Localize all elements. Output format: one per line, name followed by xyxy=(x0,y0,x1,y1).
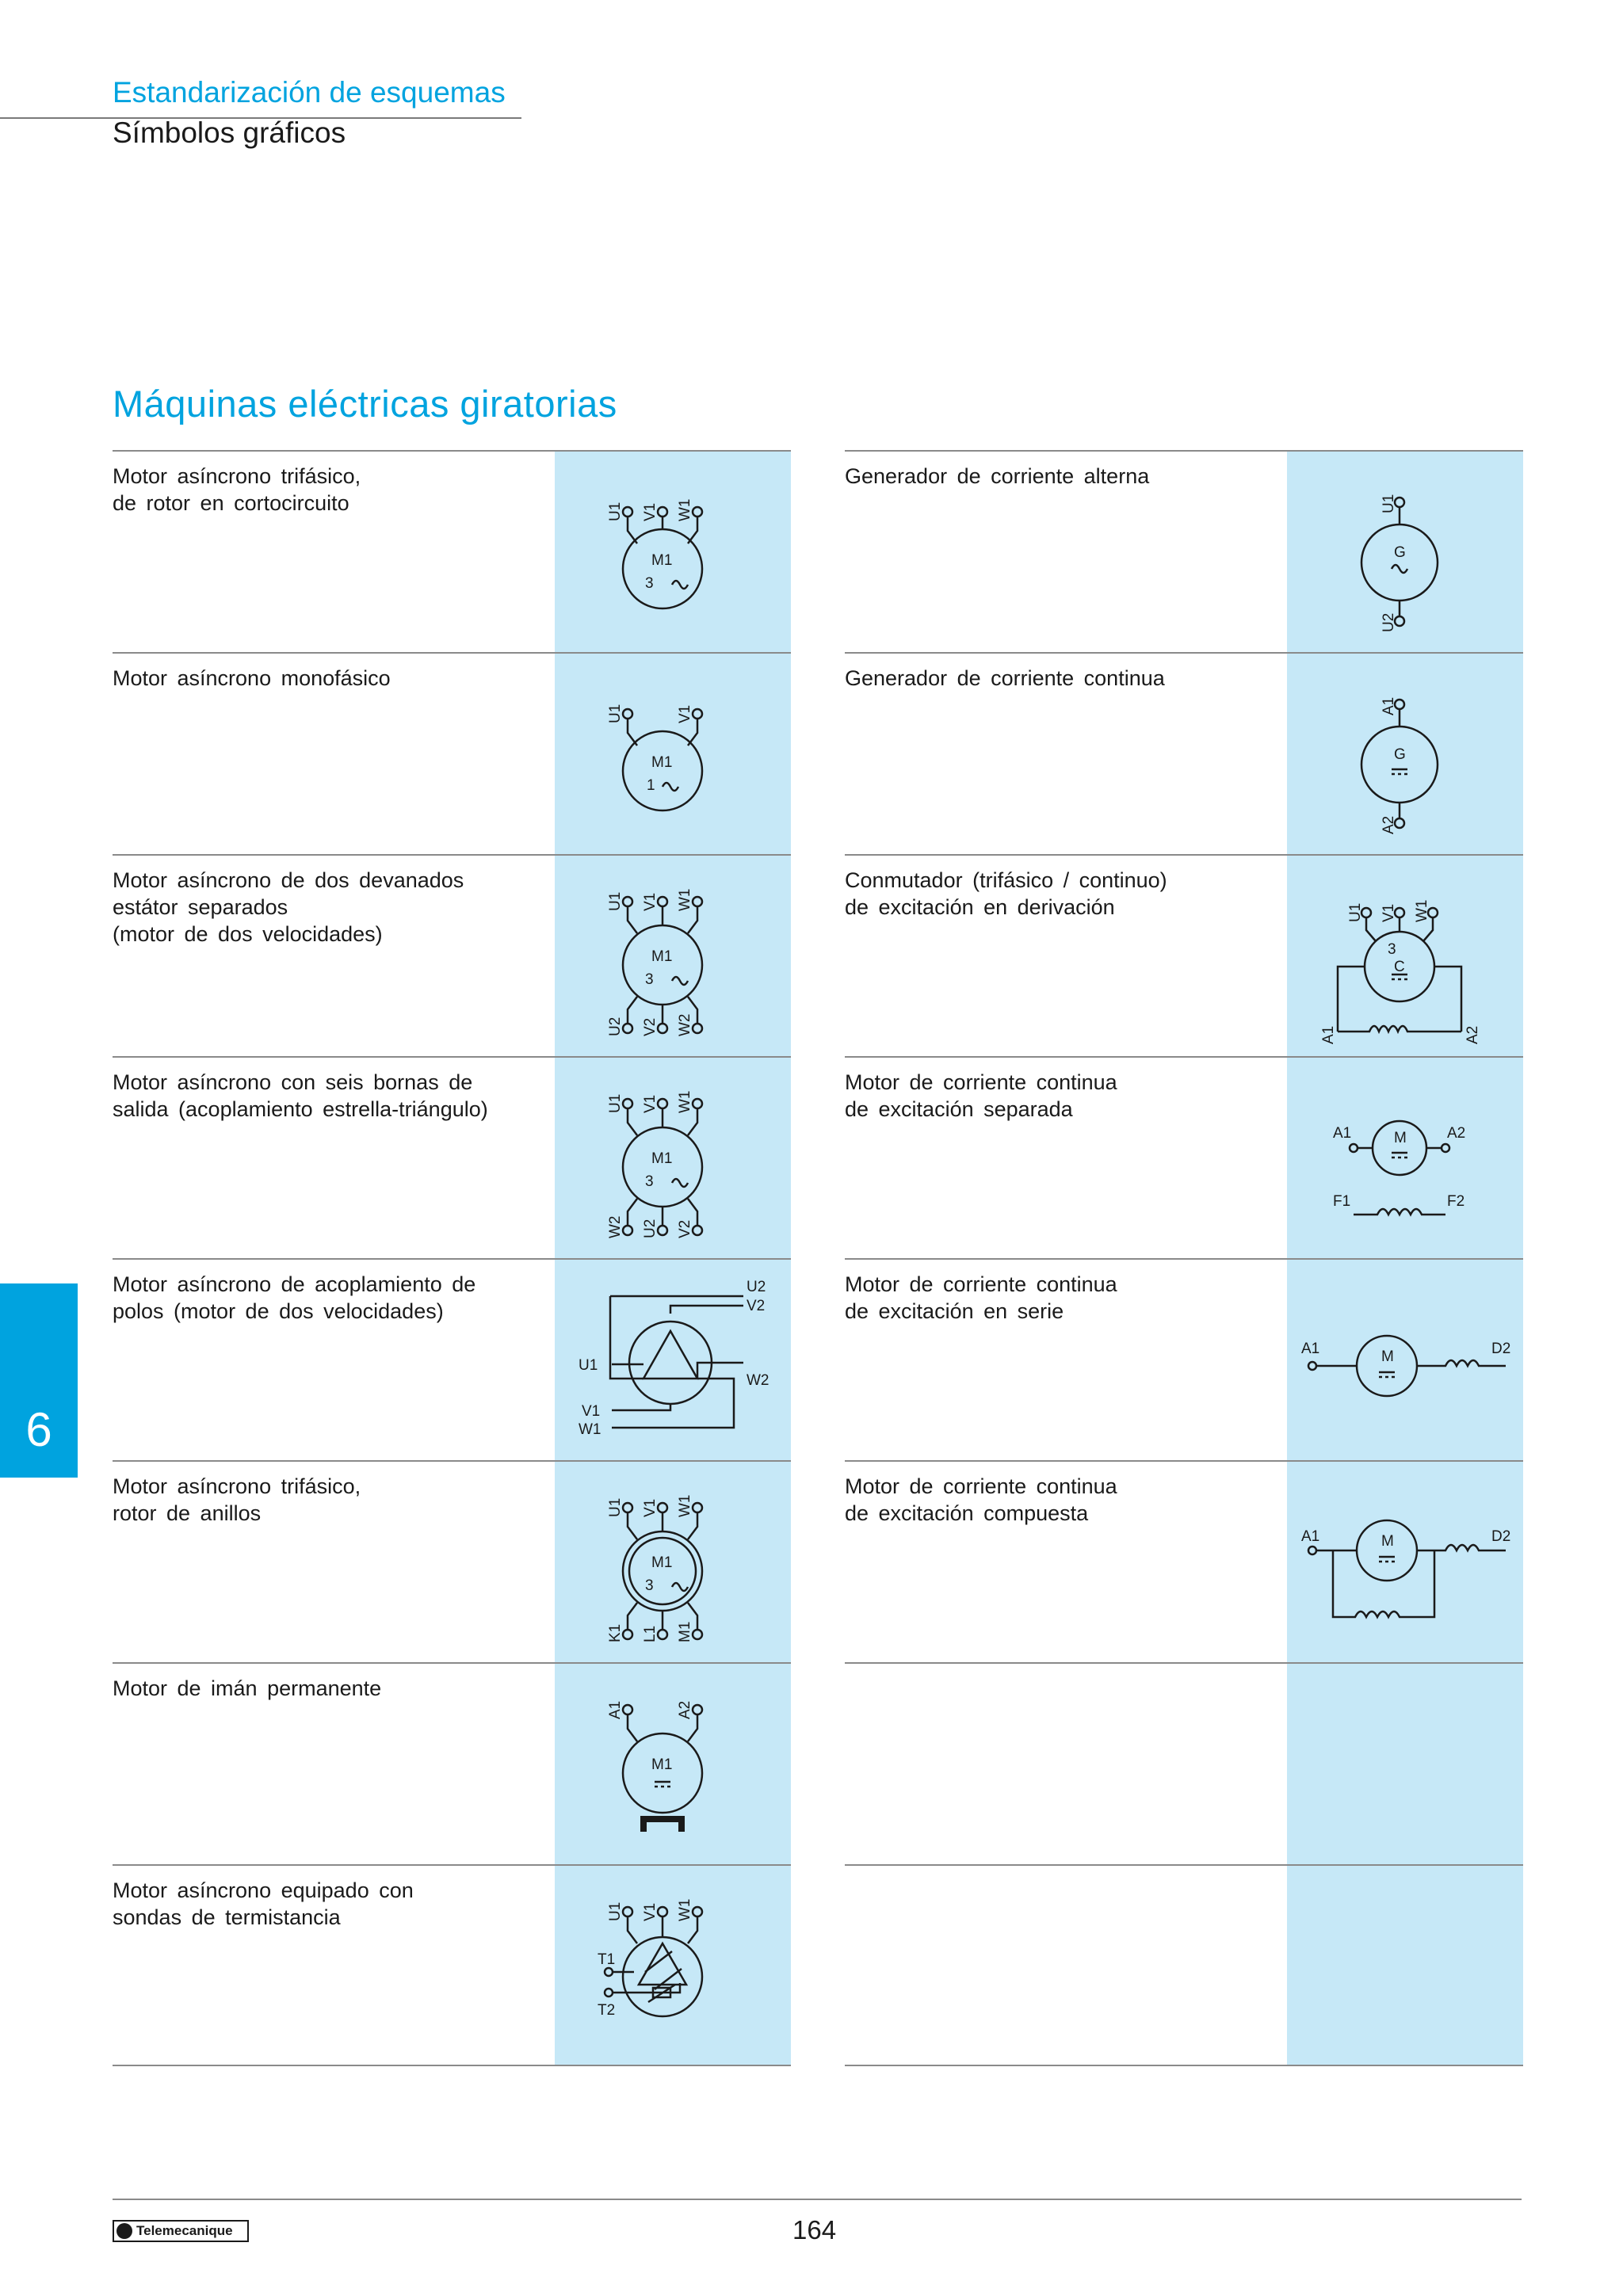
svg-text:M1: M1 xyxy=(677,1621,693,1642)
svg-text:A1: A1 xyxy=(1381,696,1397,715)
table-row xyxy=(845,1258,1523,1460)
svg-text:V1: V1 xyxy=(642,502,659,521)
item-description: Motor asíncrono trifásico, de rotor en cortocircuito xyxy=(113,464,361,515)
svg-text:M: M xyxy=(1394,1130,1407,1146)
svg-text:A2: A2 xyxy=(677,1700,693,1719)
table-row xyxy=(113,652,791,854)
svg-text:A1: A1 xyxy=(1320,1025,1337,1044)
generator-dc-symbol xyxy=(1287,654,1523,856)
svg-text:W1: W1 xyxy=(677,1898,693,1921)
svg-text:3: 3 xyxy=(645,1173,654,1190)
logo-text: Telemecanique xyxy=(136,2223,233,2238)
item-description: Motor asíncrono equipado con sondas de termistancia xyxy=(113,1878,414,1929)
svg-text:V2: V2 xyxy=(677,1219,693,1238)
chapter-number: 6 xyxy=(25,1403,52,1456)
item-description: Motor asíncrono monofásico xyxy=(113,666,391,690)
svg-text:V2: V2 xyxy=(747,1298,766,1314)
svg-text:U1: U1 xyxy=(607,1093,624,1113)
item-description: Motor de corriente continua de excitación en serie xyxy=(845,1272,1117,1323)
table-row xyxy=(845,1864,1523,2066)
svg-text:V2: V2 xyxy=(642,1017,659,1036)
svg-text:U1: U1 xyxy=(607,704,624,723)
telemecanique-logo xyxy=(113,2220,249,2242)
svg-text:A1: A1 xyxy=(607,1700,624,1719)
svg-text:A1: A1 xyxy=(1333,1125,1352,1142)
motor-1ph-symbol xyxy=(555,654,791,856)
svg-text:A1: A1 xyxy=(1301,1528,1320,1545)
svg-text:W2: W2 xyxy=(677,1013,693,1036)
footer-rule xyxy=(113,2199,1522,2200)
svg-text:A2: A2 xyxy=(1381,815,1397,834)
table-row xyxy=(113,854,791,1056)
svg-text:W1: W1 xyxy=(677,498,693,521)
svg-text:U2: U2 xyxy=(642,1219,659,1238)
generator-ac-symbol xyxy=(1287,452,1523,654)
svg-text:V1: V1 xyxy=(1381,903,1397,922)
motor-slip-ring-symbol xyxy=(555,1462,791,1664)
svg-text:V1: V1 xyxy=(642,1902,659,1921)
table-row xyxy=(845,450,1523,652)
svg-text:U1: U1 xyxy=(607,891,624,911)
brand-mark-icon xyxy=(116,2223,132,2239)
svg-text:M1: M1 xyxy=(651,552,673,569)
svg-text:A2: A2 xyxy=(1465,1025,1481,1044)
svg-text:V1: V1 xyxy=(642,1094,659,1113)
section-title: Máquinas eléctricas giratorias xyxy=(113,383,617,425)
svg-text:3: 3 xyxy=(645,971,654,988)
svg-text:U1: U1 xyxy=(607,1901,624,1921)
svg-text:M1: M1 xyxy=(651,1756,673,1773)
svg-text:G: G xyxy=(1394,544,1406,561)
svg-text:M: M xyxy=(1381,1533,1394,1550)
table-row xyxy=(113,450,791,652)
motor-3ph-cage-symbol xyxy=(555,452,791,654)
dc-motor-compound-symbol xyxy=(1287,1462,1523,1664)
svg-text:3: 3 xyxy=(1388,941,1396,958)
motor-permanent-magnet-symbol xyxy=(555,1664,791,1866)
svg-text:A2: A2 xyxy=(1447,1125,1466,1142)
svg-text:T1: T1 xyxy=(598,1951,616,1968)
svg-text:M1: M1 xyxy=(651,1150,673,1167)
svg-text:M1: M1 xyxy=(651,1554,673,1571)
item-description: Motor de imán permanente xyxy=(113,1676,382,1700)
table-row xyxy=(113,1864,791,2066)
svg-text:L1: L1 xyxy=(642,1625,659,1642)
left-symbol-table xyxy=(113,450,791,2066)
right-symbol-table xyxy=(845,450,1523,2066)
svg-text:3: 3 xyxy=(645,575,654,592)
svg-text:D2: D2 xyxy=(1491,1528,1511,1545)
item-description: Motor de corriente continua de excitación compuesta xyxy=(845,1474,1117,1525)
item-description: Generador de corriente continua xyxy=(845,666,1165,690)
item-description: Generador de corriente alterna xyxy=(845,464,1150,488)
svg-text:V1: V1 xyxy=(582,1403,601,1420)
svg-text:F2: F2 xyxy=(1447,1193,1465,1210)
table-row xyxy=(845,1460,1523,1662)
table-row xyxy=(113,1056,791,1258)
svg-text:U1: U1 xyxy=(1347,902,1364,922)
svg-text:C: C xyxy=(1394,959,1405,975)
svg-text:W1: W1 xyxy=(579,1421,601,1438)
svg-text:D2: D2 xyxy=(1491,1341,1511,1357)
item-description: Motor asíncrono trifásico, rotor de anillos xyxy=(113,1474,361,1525)
svg-text:U1: U1 xyxy=(1381,494,1397,513)
motor-thermistor-symbol xyxy=(555,1866,791,2068)
converter-shunt-symbol xyxy=(1287,856,1523,1058)
svg-text:U2: U2 xyxy=(1381,612,1397,632)
svg-text:V1: V1 xyxy=(642,892,659,911)
header-title: Estandarización de esquemas xyxy=(113,76,506,109)
item-description: Motor de corriente continua de excitación separada xyxy=(845,1070,1117,1121)
table-row xyxy=(845,652,1523,854)
svg-text:U1: U1 xyxy=(579,1357,598,1374)
item-description: Motor asíncrono de acoplamiento de polos (motor de dos velocidades) xyxy=(113,1272,476,1323)
svg-text:W2: W2 xyxy=(607,1215,624,1238)
dc-motor-series-symbol xyxy=(1287,1260,1523,1462)
svg-text:U2: U2 xyxy=(607,1016,624,1036)
svg-text:W1: W1 xyxy=(677,1090,693,1113)
svg-text:M1: M1 xyxy=(651,948,673,965)
table-row xyxy=(845,1056,1523,1258)
page-number: 164 xyxy=(792,2215,837,2245)
svg-text:M: M xyxy=(1381,1348,1394,1365)
svg-text:A1: A1 xyxy=(1301,1341,1320,1357)
svg-text:U2: U2 xyxy=(747,1279,766,1295)
svg-text:U1: U1 xyxy=(607,502,624,521)
svg-text:V1: V1 xyxy=(642,1498,659,1517)
svg-text:1: 1 xyxy=(647,777,655,794)
svg-text:W1: W1 xyxy=(677,1494,693,1517)
item-description: Motor asíncrono de dos devanados estátor separados (motor de dos velocidades) xyxy=(113,868,464,946)
svg-text:3: 3 xyxy=(645,1577,654,1594)
dc-motor-separate-symbol xyxy=(1287,1058,1523,1260)
svg-text:W1: W1 xyxy=(677,888,693,911)
table-row xyxy=(113,1460,791,1662)
item-description: Conmutador (trifásico / continuo) de excitación en derivación xyxy=(845,868,1167,919)
table-row xyxy=(845,1662,1523,1864)
item-description: Motor asíncrono con seis bornas de salida (acoplamiento estrella-triángulo) xyxy=(113,1070,488,1121)
svg-text:V1: V1 xyxy=(677,704,693,723)
svg-text:T2: T2 xyxy=(598,2002,616,2019)
svg-text:G: G xyxy=(1394,746,1406,763)
svg-text:F1: F1 xyxy=(1333,1193,1351,1210)
chapter-tab xyxy=(0,1283,78,1478)
motor-star-delta-symbol xyxy=(555,1058,791,1260)
svg-text:M1: M1 xyxy=(651,754,673,771)
svg-text:W2: W2 xyxy=(747,1372,769,1389)
motor-pole-coupling-symbol xyxy=(555,1260,791,1462)
svg-text:U1: U1 xyxy=(607,1497,624,1517)
table-row xyxy=(113,1258,791,1460)
table-row xyxy=(113,1662,791,1864)
motor-two-windings-symbol xyxy=(555,856,791,1058)
table-row xyxy=(845,854,1523,1056)
svg-text:K1: K1 xyxy=(607,1623,624,1642)
header-subtitle: Símbolos gráficos xyxy=(113,116,346,149)
svg-text:W1: W1 xyxy=(1414,899,1430,922)
